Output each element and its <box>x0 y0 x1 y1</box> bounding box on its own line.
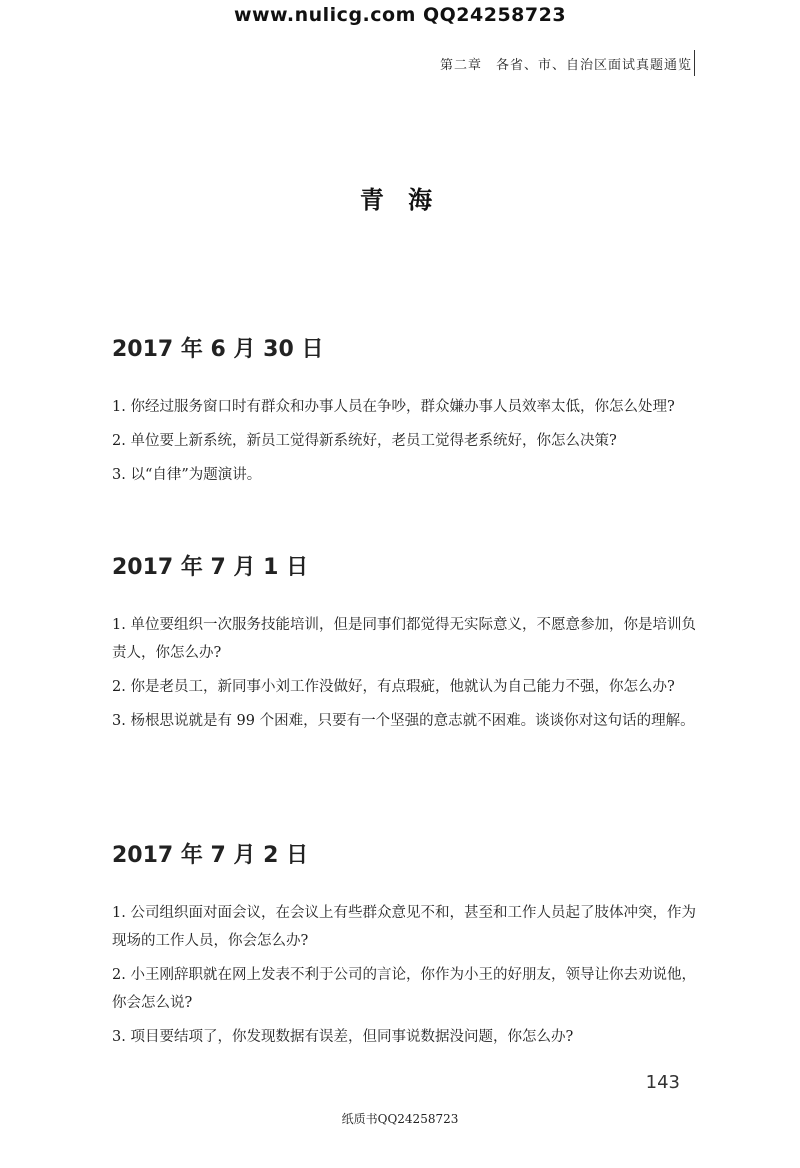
exam-section-2 <box>112 550 696 741</box>
exam-section-3 <box>112 838 696 1057</box>
question-item: 3. 杨根思说就是有 99 个困难，只要有一个坚强的意志就不困难。谈谈你对这句话的理解。 <box>112 713 695 729</box>
question-item: 1. 你经过服务窗口时有群众和办事人员在争吵，群众嫌办事人员效率太低，你怎么处理? <box>112 399 675 415</box>
question-item: 1. 公司组织面对面会议，在会议上有些群众意见不和，甚至和工作人员起了肢体冲突，作为现场的工作人员，你会怎么办? <box>112 905 696 949</box>
question-item: 2. 小王刚辞职就在网上发表不利于公司的言论，你作为小王的好朋友，领导让你去劝说他，你会怎么说? <box>112 967 696 1011</box>
top-watermark: www.nulicg.com QQ24258723 <box>233 4 567 26</box>
question-item: 2. 你是老员工，新同事小刘工作没做好，有点瑕疵，他就认为自己能力不强，你怎么办? <box>112 679 675 695</box>
page-title: 青 海 <box>359 186 441 214</box>
section-date: 2017 年 6 月 30 日 <box>112 337 324 362</box>
question-item: 2. 单位要上新系统，新员工觉得新系统好，老员工觉得老系统好，你怎么决策? <box>112 433 617 449</box>
page-number: 143 <box>645 1072 680 1093</box>
exam-section-1 <box>112 332 696 495</box>
section-date: 2017 年 7 月 1 日 <box>112 555 309 580</box>
running-header: 第二章 各省、市、自治区面试真题通览 <box>439 58 692 73</box>
question-list <box>112 899 696 1051</box>
header-divider <box>694 50 695 76</box>
question-list <box>112 611 696 735</box>
question-item: 3. 项目要结项了，你发现数据有误差，但同事说数据没问题，你怎么办? <box>112 1029 574 1045</box>
question-item: 1. 单位要组织一次服务技能培训，但是同事们都觉得无实际意义，不愿意参加，你是培训负责人，你怎么办? <box>112 617 696 661</box>
question-list <box>112 393 696 489</box>
question-item: 3. 以“自律”为题演讲。 <box>112 467 262 483</box>
section-date: 2017 年 7 月 2 日 <box>112 843 309 868</box>
bottom-watermark: 纸质书QQ24258723 <box>341 1112 459 1126</box>
